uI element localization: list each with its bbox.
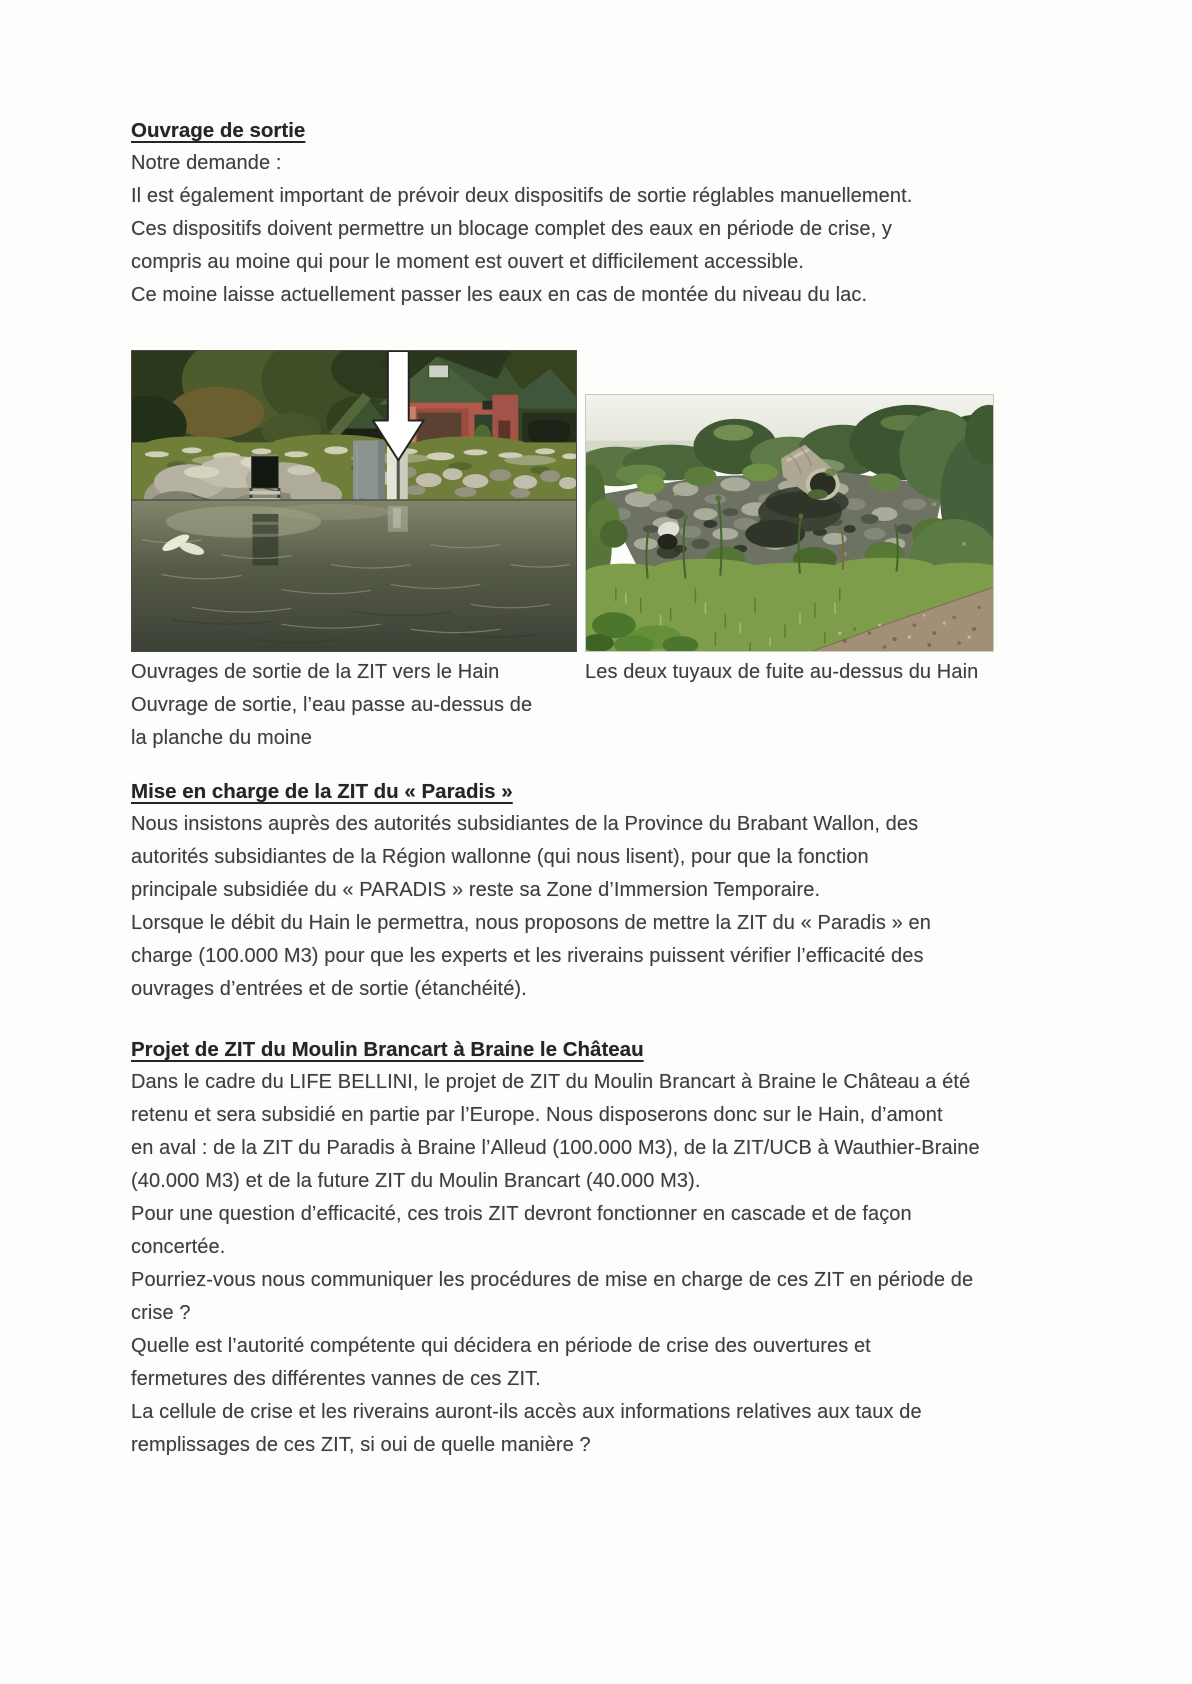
text-line: crise ? xyxy=(131,1302,191,1324)
caption-line: Les deux tuyaux de fuite au-dessus du Hain xyxy=(585,661,979,683)
leak-pipes-photo-graphic xyxy=(586,395,993,651)
photo-outlet-works xyxy=(131,350,577,652)
right-photo-caption xyxy=(585,656,994,755)
text-line: fermetures des différentes vannes de ces ZIT. xyxy=(131,1368,541,1390)
text-line: Ce moine laisse actuellement passer les eaux en cas de montée du niveau du lac. xyxy=(131,284,868,306)
text-line: Dans le cadre du LIFE BELLINI, le projet de ZIT du Moulin Brancart à Braine le Château a été xyxy=(131,1071,971,1093)
text-line: Pourriez-vous nous communiquer les procédures de mise en charge de ces ZIT en période de xyxy=(131,1269,974,1291)
text-line: Lorsque le débit du Hain le permettra, nous proposons de mettre la ZIT du « Paradis » en xyxy=(131,912,932,934)
photo-leak-pipes xyxy=(585,394,994,652)
text-line: en aval : de la ZIT du Paradis à Braine l’Alleud (100.000 M3), de la ZIT/UCB à Wauthier-Braine xyxy=(131,1137,980,1159)
text-line: charge (100.000 M3) pour que les experts et les riverains puissent vérifier l’efficacité des xyxy=(131,945,924,967)
caption-line: Ouvrages de sortie de la ZIT vers le Hain xyxy=(131,661,500,683)
text-line: principale subsidiée du « PARADIS » reste sa Zone d’Immersion Temporaire. xyxy=(131,879,821,901)
text-line: compris au moine qui pour le moment est ouvert et difficilement accessible. xyxy=(131,251,804,273)
text-line: remplissages de ces ZIT, si oui de quelle manière ? xyxy=(131,1434,591,1456)
water-surface xyxy=(132,500,576,651)
text-line: ouvrages d’entrées et de sortie (étanchéité). xyxy=(131,978,527,1000)
text-line: retenu et sera subsidié en partie par l’Europe. Nous disposerons donc sur le Hain, d’amont xyxy=(131,1104,943,1126)
text-line: (40.000 M3) et de la future ZIT du Moulin Brancart (40.000 M3). xyxy=(131,1170,701,1192)
document-content xyxy=(131,114,1081,1462)
outlet-works-photo-graphic xyxy=(132,351,576,651)
text-line: concertée. xyxy=(131,1236,226,1258)
caption-line: Ouvrage de sortie, l’eau passe au-dessus de xyxy=(131,694,533,716)
text-line: Ces dispositifs doivent permettre un blocage complet des eaux en période de crise, y xyxy=(131,218,893,240)
section-heading-mise-en-charge: Mise en charge de la ZIT du « Paradis » xyxy=(131,780,513,803)
text-line: Quelle est l’autorité compétente qui décidera en période de crise des ouvertures et xyxy=(131,1335,871,1357)
text-line: Nous insistons auprès des autorités subsidiantes de la Province du Brabant Wallon, des xyxy=(131,813,919,835)
text-line: Pour une question d’efficacité, ces trois ZIT devront fonctionner en cascade et de façon xyxy=(131,1203,912,1225)
photos-row xyxy=(131,350,1081,652)
section-heading-ouvrage-de-sortie: Ouvrage de sortie xyxy=(131,119,306,142)
text-line: Notre demande : xyxy=(131,152,282,174)
text-line: La cellule de crise et les riverains auront-ils accès aux informations relatives aux taux de xyxy=(131,1401,922,1423)
caption-line: la planche du moine xyxy=(131,727,312,749)
text-line: Il est également important de prévoir deux dispositifs de sortie réglables manuellement. xyxy=(131,185,913,207)
left-photo-caption xyxy=(131,656,577,755)
section-heading-projet-zit: Projet de ZIT du Moulin Brancart à Braine le Château xyxy=(131,1038,644,1061)
outlet-weir-box xyxy=(251,454,278,488)
captions-row xyxy=(131,656,1081,755)
text-line: autorités subsidiantes de la Région wallonne (qui nous lisent), pour que la fonction xyxy=(131,846,869,868)
